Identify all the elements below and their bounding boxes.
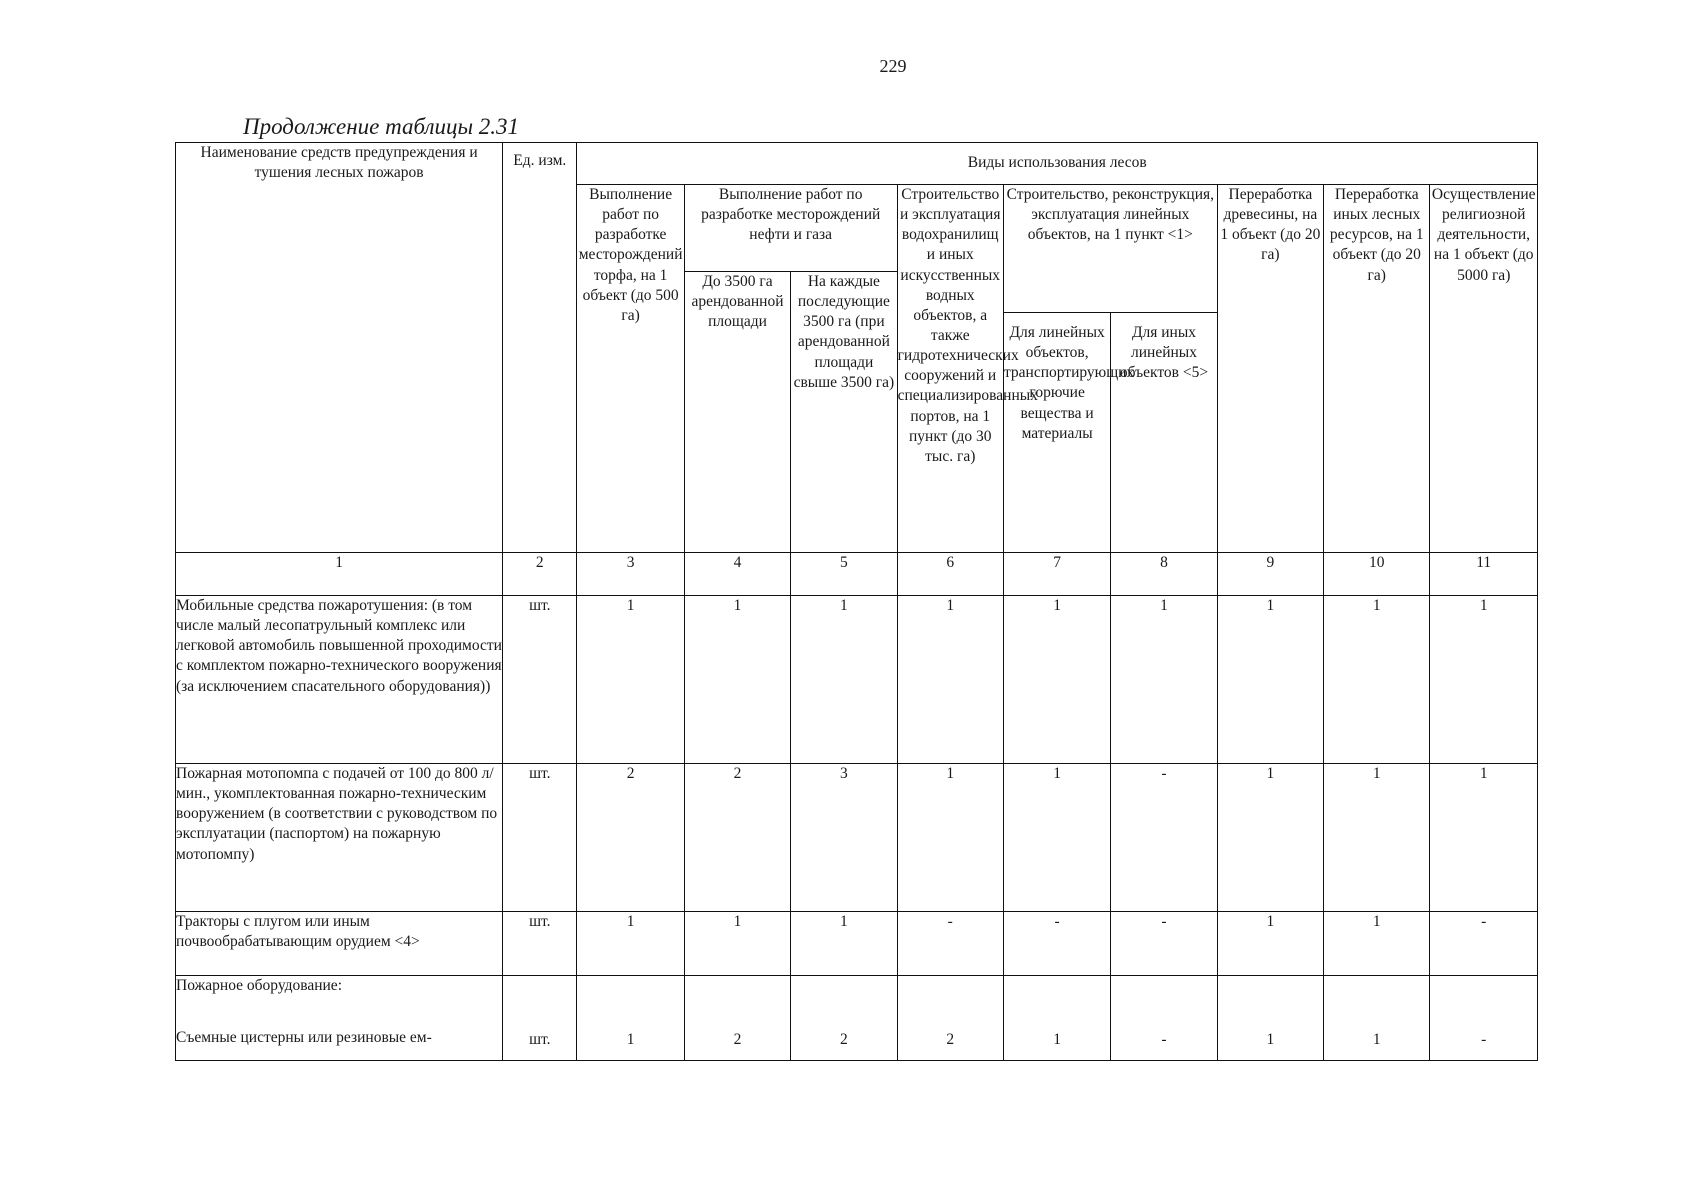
row-value: 1 [1430,596,1538,764]
row-value: 1 [1217,912,1323,976]
row-value: 1 [577,976,684,1061]
header-col9: Переработка древесины, на 1 объект (до 20 га) [1217,185,1323,553]
row-value: 2 [684,976,790,1061]
column-number-row [176,553,1538,596]
column-number: 4 [684,553,790,596]
row-value: 1 [1324,596,1430,764]
row-value: 1 [1324,912,1430,976]
forest-fire-equipment-table [175,142,1538,1061]
row-value: - [1111,764,1217,912]
row-value: 2 [897,976,1003,1061]
row-value: 1 [1324,976,1430,1061]
row-value: - [1111,912,1217,976]
column-number: 3 [577,553,684,596]
column-number: 10 [1324,553,1430,596]
row-name: Тракторы с плугом или иным почвообрабатывающим орудием <4> [176,912,503,976]
row-name: Пожарная мотопомпа с подачей от 100 до 800 л/мин., укомплектованная пожарно-техническим вооружением (в соответствии с руководством по эксплуатации (паспортом) на пожарную мотопомпу) [176,764,503,912]
column-number: 8 [1111,553,1217,596]
row-value: 2 [684,764,790,912]
row-value: 1 [684,912,790,976]
row-value: 2 [577,764,684,912]
row-value: 1 [1003,764,1110,912]
row-value: - [1003,912,1110,976]
header-name: Наименование средств предупреждения и тушения лесных пожаров [176,143,503,553]
row-value: 2 [791,976,897,1061]
row-value: 1 [1003,976,1110,1061]
row-value: 1 [791,596,897,764]
row-name: Мобильные средства пожаротушения: (в том числе малый лесопатрульный комплекс или легковой автомобиль повышенной проходимости с комплектом пожарно-технического вооружения (за исключением спасательного оборудования)) [176,596,503,764]
row-value: 1 [684,596,790,764]
column-number: 1 [176,553,503,596]
row-value: 1 [1003,596,1110,764]
row-value: 1 [791,912,897,976]
column-number: 6 [897,553,1003,596]
column-number: 7 [1003,553,1110,596]
header-col7: Для линейных объектов, транспортирующих горючие вещества и материалы [1003,313,1110,553]
row-name-heading: Пожарное оборудование: [176,977,342,994]
row-value: - [1111,976,1217,1061]
row-value: - [1430,912,1538,976]
row-name [176,976,503,1061]
row-value: 1 [577,912,684,976]
header-col6: Строительство и эксплуатация водохранилищ и иных искусственных водных объектов, а также гидротехнических сооружений и специализированных портов, на 1 пункт (до 30 тыс. га) [897,185,1003,553]
table-row [176,912,1538,976]
header-unit: Ед. изм. [503,143,577,553]
header-col3: Выполнение работ по разработке месторождений торфа, на 1 объект (до 500 га) [577,185,684,553]
row-value: 1 [1217,596,1323,764]
table-caption: Продолжение таблицы 2.31 [243,114,520,139]
row-unit: шт. [503,596,577,764]
row-unit: шт. [503,764,577,912]
row-value: - [897,912,1003,976]
header-group-title: Виды использования лесов [577,143,1538,185]
row-value: 1 [577,596,684,764]
row-value: - [1430,976,1538,1061]
page-number: 229 [879,56,907,76]
row-value: 1 [1217,976,1323,1061]
column-number: 2 [503,553,577,596]
row-name-subitem: Съемные цистерны или резиновые ем- [176,1029,432,1047]
header-col5: На каждые последующие 3500 га (при арендованной площади свыше 3500 га) [791,272,897,553]
header-col8: Для иных линейных объектов <5> [1111,313,1217,553]
table-row [176,764,1538,912]
header-col45-group: Выполнение работ по разработке месторождений нефти и газа [684,185,897,272]
table-row [176,976,1538,1061]
row-unit: шт. [503,976,577,1061]
header-col10: Переработка иных лесных ресурсов, на 1 объект (до 20 га) [1324,185,1430,553]
row-value: 1 [1217,764,1323,912]
row-unit: шт. [503,912,577,976]
row-value: 3 [791,764,897,912]
header-col78-group: Строительство, реконструкция, эксплуатация линейных объектов, на 1 пункт <1> [1003,185,1217,313]
header-col11: Осуществление религиозной деятельности, на 1 объект (до 5000 га) [1430,185,1538,553]
row-value: 1 [897,764,1003,912]
row-value: 1 [1324,764,1430,912]
row-value: 1 [1111,596,1217,764]
row-value: 1 [897,596,1003,764]
table-row [176,596,1538,764]
column-number: 9 [1217,553,1323,596]
row-value: 1 [1430,764,1538,912]
column-number: 11 [1430,553,1538,596]
header-col4: До 3500 га арендованной площади [684,272,790,553]
column-number: 5 [791,553,897,596]
